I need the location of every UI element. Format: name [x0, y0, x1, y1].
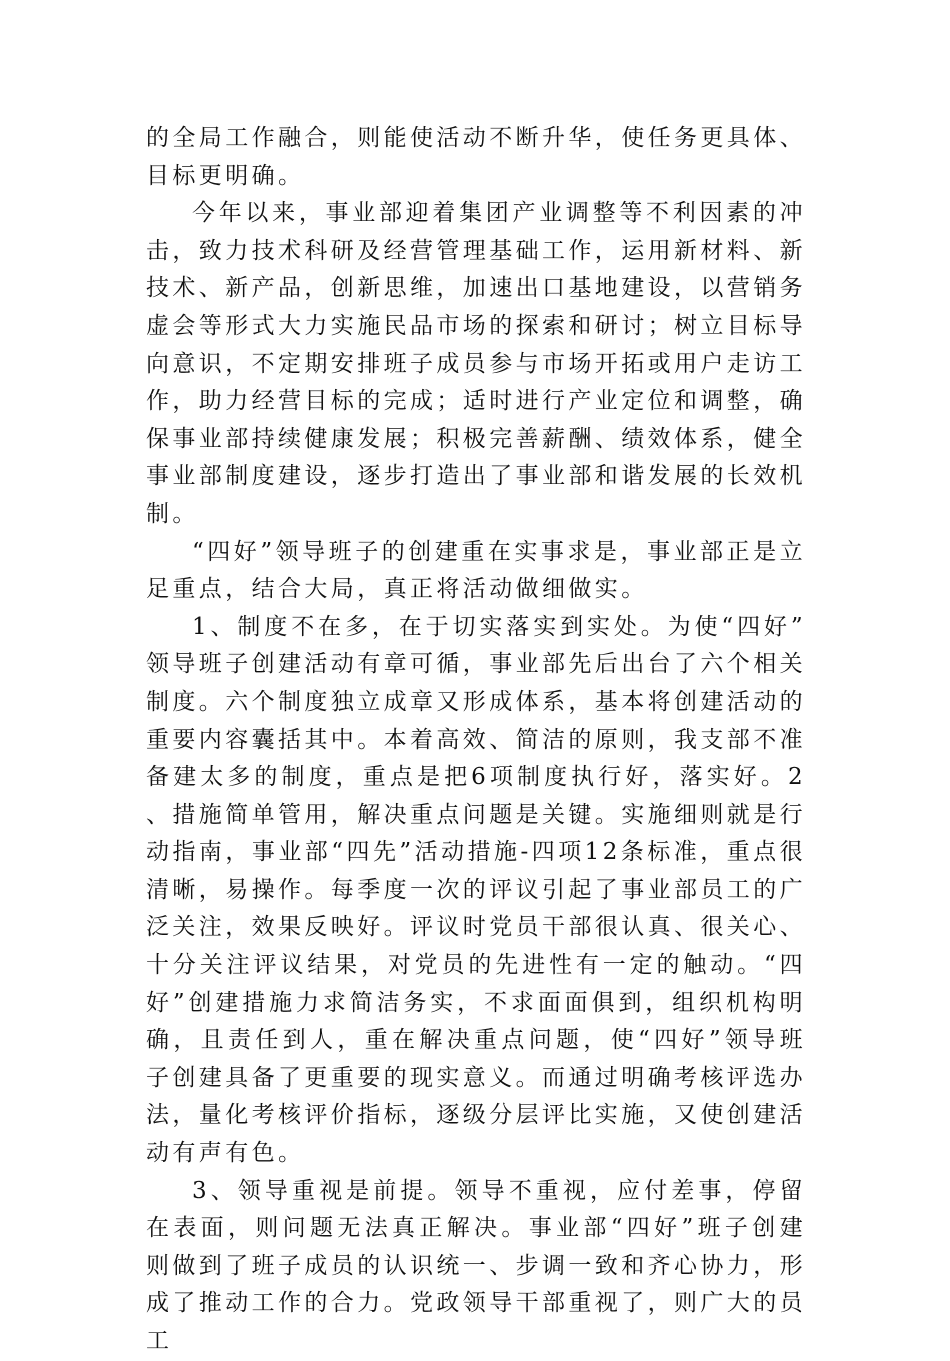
paragraph-four-good-intro: “四好”领导班子的创建重在实事求是，事业部正是立足重点，结合大局，真正将活动做细做实。 — [146, 538, 806, 603]
paragraph-point-1-2: 1、制度不在多，在于切实落实到实处。为使“四好”领导班子创建活动有章可循，事业部先后出台了六个相关制度。六个制度独立成章又形成体系，基本将创建活动的重要内容囊括其中。本着高效、简洁的原则，我支部不准备建太多的制度，重点是把6项制度执行好，落实好。2、措施简单管用，解决重点问题是关键。实施细则就是行动指南，事业部“四先”活动措施-四项12条标准，重点很清晰，易操作。每季度一次的评议引起了事业部员工的广泛关注，效果反映好。评议时党员干部很认真、很关心、十分关注评议结果，对党员的先进性有一定的触动。“四好”创建措施力求简洁务实，不求面面俱到，组织机构明确，且责任到人，重在解决重点问题，使“四好”领导班子创建具备了更重要的现实意义。而通过明确考核评选办法，量化考核评价指标，逐级分层评比实施，又使创建活动有声有色。 — [146, 613, 806, 1167]
paragraph-point-3: 3、领导重视是前提。领导不重视，应付差事，停留在表面，则问题无法真正解决。事业部“四好”班子创建则做到了班子成员的认识统一、步调一致和齐心协力，形成了推动工作的合力。党政领导干部重视了，则广大的员工 — [146, 1177, 806, 1354]
paragraph-continuation: 的全局工作融合，则能使活动不断升华，使任务更具体、目标更明确。 — [146, 125, 806, 189]
document-body — [146, 120, 806, 1361]
paragraph-this-year: 今年以来，事业部迎着集团产业调整等不利因素的冲击，致力技术科研及经营管理基础工作，运用新材料、新技术、新产品，创新思维，加速出口基地建设，以营销务虚会等形式大力实施民品市场的探索和研讨；树立目标导向意识，不定期安排班子成员参与市场开拓或用户走访工作，助力经营目标的完成；适时进行产业定位和调整，确保事业部持续健康发展；积极完善薪酬、绩效体系，健全事业部制度建设，逐步打造出了事业部和谐发展的长效机制。 — [146, 200, 806, 527]
